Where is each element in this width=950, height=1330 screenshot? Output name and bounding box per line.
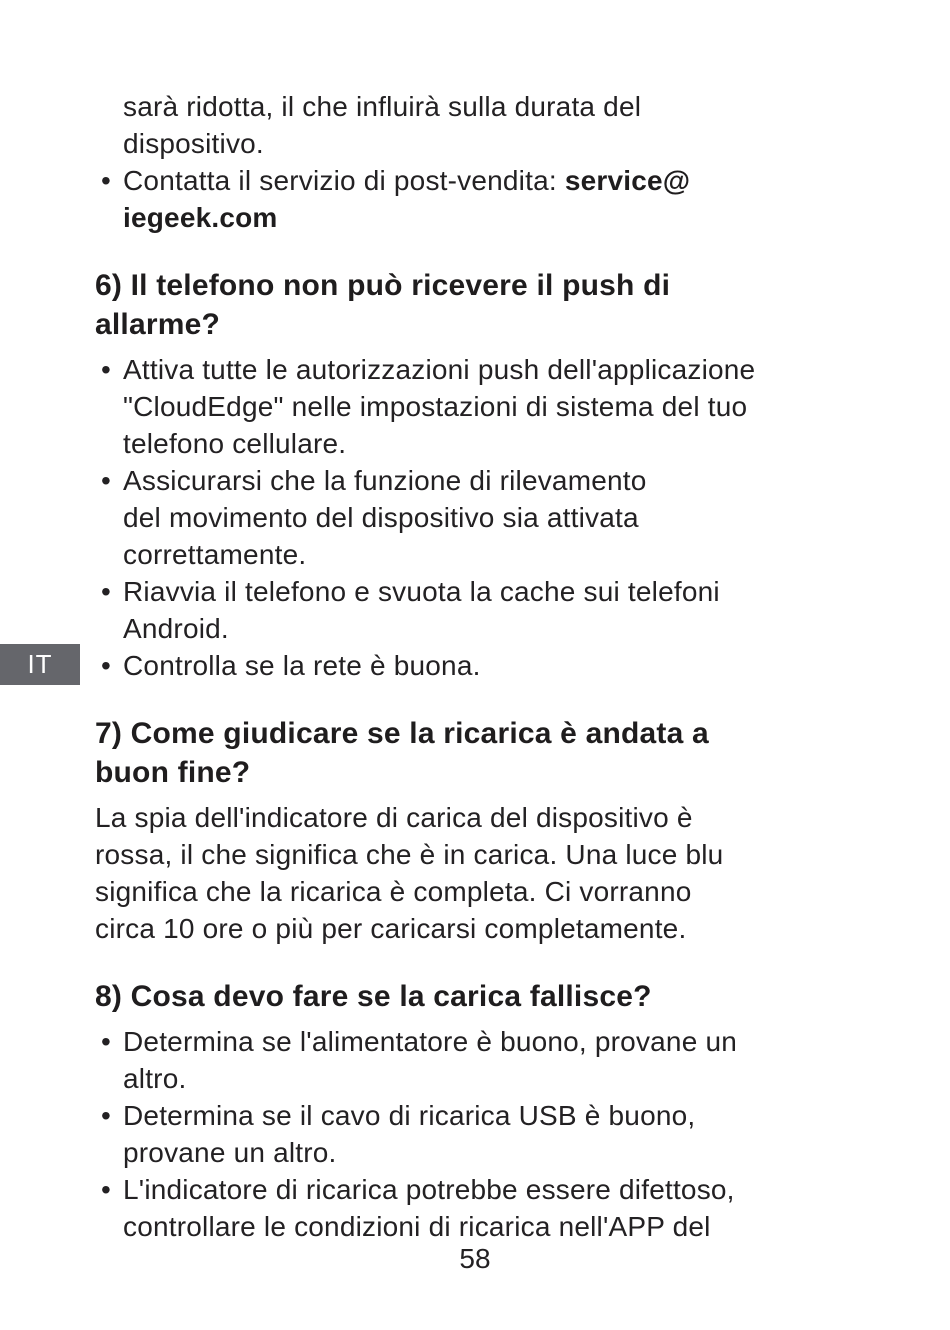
text-line: • Riavvia il telefono e svuota la cache sui telefoni [123,576,720,607]
section-heading-7 [95,714,870,792]
section-heading-6 [95,266,870,344]
intro-continuation-list [95,88,870,236]
faq-section-8 [95,977,870,1245]
faq8-bullet-list [95,1023,870,1245]
language-tab [0,644,80,685]
list-item-continuation [95,88,870,162]
heading-line: buon fine? [95,756,251,789]
list-item [95,1097,870,1171]
text-line: significa che la ricarica è completa. Ci vorranno [95,876,692,907]
list-item [95,1023,870,1097]
text-line: del movimento del dispositivo sia attivata [123,502,639,533]
page-number: 58 [459,1243,491,1274]
heading-line: allarme? [95,308,220,341]
text-line: altro. [123,1063,187,1094]
text-line: • L'indicatore di ricarica potrebbe essere difettoso, [123,1174,735,1205]
list-item [95,462,870,573]
language-tab-label: IT [27,649,53,679]
heading-line: 8) Cosa devo fare se la carica fallisce? [95,980,652,1013]
page-content [95,88,870,1245]
faq7-paragraph [95,799,870,947]
text-line: circa 10 ore o più per caricarsi completamente. [95,913,687,944]
faq6-bullet-list [95,351,870,684]
list-item [95,647,870,684]
list-item [95,351,870,462]
text-line: Android. [123,613,229,644]
text-line [123,162,870,199]
text-line: • Attiva tutte le autorizzazioni push dell'applicazione [123,354,756,385]
text-line: "CloudEdge" nelle impostazioni di sistema del tuo [123,391,748,422]
text-line: telefono cellulare. [123,428,347,459]
contact-email-part1: service@ [564,165,691,196]
list-item-contact [95,162,870,236]
text-line: • Determina se il cavo di ricarica USB è buono, [123,1100,696,1131]
text-line: provane un altro. [123,1137,337,1168]
list-item [95,1171,870,1245]
heading-line: 6) Il telefono non può ricevere il push di [95,269,671,302]
text-line: • Controlla se la rete è buona. [123,650,481,681]
contact-text: Contatta il servizio di post-vendita: [123,165,565,196]
text-line: • Assicurarsi che la funzione di rilevamento [123,465,647,496]
text-line: • Determina se l'alimentatore è buono, provane un [123,1026,737,1057]
text-line: sarà ridotta, il che influirà sulla durata del [123,91,642,122]
heading-line: 7) Come giudicare se la ricarica è andata a [95,717,709,750]
contact-email-part2: iegeek.com [123,202,278,233]
section-heading-8 [95,977,870,1016]
text-line: correttamente. [123,539,307,570]
text-line: controllare le condizioni di ricarica nell'APP del [123,1211,711,1242]
text-line: rossa, il che significa che è in carica. Una luce blu [95,839,724,870]
faq-section-6 [95,266,870,684]
text-line: La spia dell'indicatore di carica del dispositivo è [95,802,693,833]
text-line: dispositivo. [123,128,264,159]
list-item [95,573,870,647]
faq-section-7 [95,714,870,947]
